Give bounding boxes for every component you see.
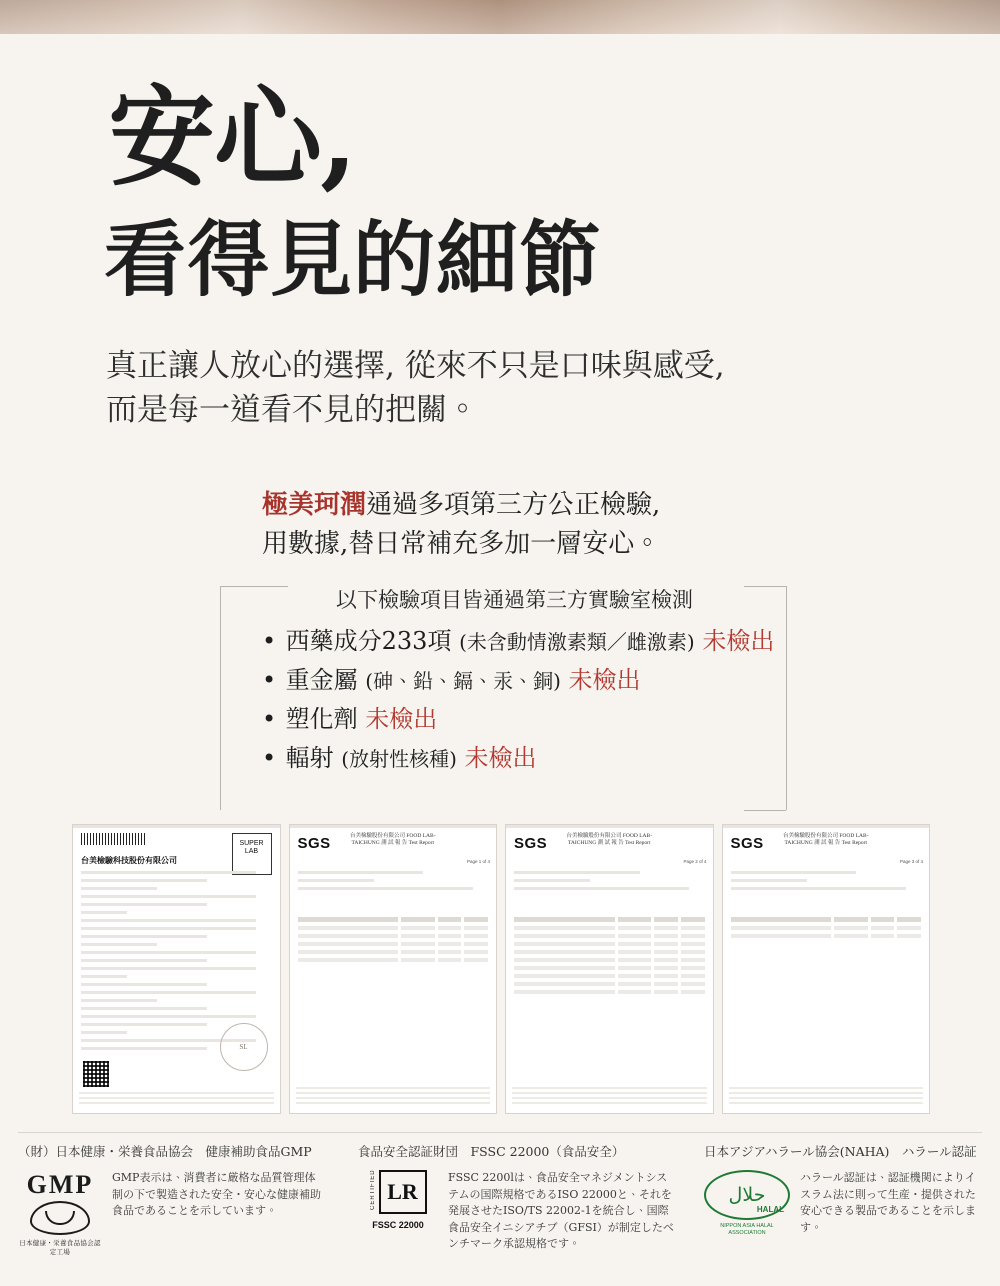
bracket-right-bottom (744, 810, 786, 811)
cert-page-number: Page 2 of 4 (683, 859, 707, 864)
cert-page-number: Page 1 of 4 (466, 859, 490, 864)
halal-logo (704, 1170, 790, 1236)
footer-heading: 日本アジアハラール協会(NAHA) ハラール認証 (704, 1144, 977, 1159)
list-item (262, 700, 912, 739)
cert-body-lines (298, 871, 489, 1073)
footer-text: ハラール認証は、認証機関によりイスラム法に則って生産・提供された安心できる製品であることを示します。 (800, 1171, 976, 1234)
cert-page-number: Page 3 of 4 (899, 859, 923, 864)
test-result: 未檢出 (702, 627, 775, 655)
sgs-logo: SGS (297, 835, 331, 852)
qr-code-icon (83, 1061, 109, 1087)
gmp-caption: 日本健康・栄養食品協会認定工場 (19, 1240, 101, 1256)
cert-top-bar (506, 825, 713, 828)
decorative-photo-strip (0, 0, 1000, 34)
bullet-icon: • (262, 665, 277, 694)
cert-footer (729, 1087, 924, 1107)
gmp-letters: GMP (26, 1170, 94, 1199)
cert-title: 台美檢驗股份有限公司 FOOD LAB-TAICHUNG 測 試 報 告 Test Report (566, 833, 653, 847)
test-list (262, 622, 912, 778)
certificate-thumbnail[interactable] (289, 824, 498, 1114)
list-item (262, 622, 912, 661)
footer-text: FSSC 2200lは、食品安全マネジメントシステムの国際規格であるISO 22000と、それを発展させたISO/TS 22002-1を統合し、国際食品安全イニシアチブ（GFSI）が制定したベンチマーク承認規格です。 (448, 1171, 674, 1250)
cert-title: 台美檢驗股份有限公司 FOOD LAB-TAICHUNG 測 試 報 告 Test Report (349, 833, 436, 847)
fssc-caption: FSSC 22000 (372, 1220, 424, 1230)
subheadline-line-1: 真正讓人放心的選擇, 從來不只是口味與感受, (106, 348, 725, 384)
cert-result-table (731, 917, 922, 942)
bullet-icon: • (262, 627, 277, 655)
poster-body (0, 34, 1000, 1286)
cert-footer (512, 1087, 707, 1107)
barcode-icon (81, 833, 145, 845)
subheadline-line-2: 而是每一道看不見的把關。 (106, 392, 478, 429)
test-result: 未檢出 (568, 665, 641, 694)
bracket-left-top (220, 586, 288, 587)
brand-name: 極美珂潤 (262, 490, 367, 520)
cert-top-bar (290, 825, 497, 828)
certification-footer (18, 1142, 982, 1272)
cert-body-lines (731, 871, 922, 1073)
headline-line-2: 看得見的細節 (104, 212, 603, 308)
sgs-logo: SGS (730, 835, 764, 852)
gmp-heart-icon (30, 1201, 90, 1235)
superlab-logo: SUPER LAB (232, 833, 272, 875)
halal-latin-text: HALAL (756, 1205, 784, 1214)
brand-claim-line-1 (262, 486, 902, 525)
cert-top-bar (723, 825, 930, 828)
signature-stamp: SL (220, 1023, 268, 1071)
cert-footer (296, 1087, 491, 1107)
certificate-gallery (72, 824, 930, 1114)
brand-claim (262, 486, 902, 564)
footer-badge-gmp (18, 1142, 338, 1256)
footer-badge-fssc (358, 1142, 688, 1253)
footer-divider (18, 1132, 982, 1133)
cert-title: 台美檢驗股份有限公司 FOOD LAB-TAICHUNG 測 試 報 告 Test Report (782, 833, 869, 847)
fssc-logo (358, 1170, 438, 1230)
sgs-logo: SGS (514, 835, 548, 852)
footer-text: GMP表示は、消費者に厳格な品質管理体制の下で製造された安全・安心な健康補助食品であることを示しています。 (112, 1171, 321, 1217)
list-item (262, 661, 912, 700)
bracket-right-top (744, 586, 786, 587)
halal-arabic-text: حلال (728, 1184, 766, 1206)
gmp-logo (18, 1170, 102, 1256)
bullet-icon: • (262, 743, 277, 772)
cert-company-name: 台美檢驗科技股份有限公司 (81, 856, 177, 865)
bracket-left (220, 586, 221, 810)
footer-heading: 食品安全認証財団 FSSC 22000（食品安全） (358, 1144, 625, 1159)
test-result: 未檢出 (464, 743, 537, 772)
cert-result-table (298, 917, 489, 966)
fssc-certified-label: CERTIFIED (369, 1169, 376, 1210)
bullet-icon: • (262, 704, 277, 733)
test-note: (放射性核種) (341, 746, 457, 771)
list-item (262, 739, 912, 778)
subheadline (106, 344, 906, 432)
certificate-thumbnail[interactable] (72, 824, 281, 1114)
test-name: 西藥成分233項 (285, 627, 452, 655)
fssc-lr-mark: LR (379, 1170, 427, 1214)
test-note: (未含動情激素類／雌激素) (459, 630, 695, 654)
test-result: 未檢出 (365, 704, 438, 733)
test-note: (砷、鉛、鎘、汞、銅) (365, 668, 561, 693)
certificate-thumbnail[interactable] (505, 824, 714, 1114)
halal-oval-icon (704, 1170, 790, 1220)
brand-claim-line-2: 用數據,替日常補充多加一層安心。 (262, 529, 661, 559)
footer-heading: （財）日本健康・栄養食品協会 健康補助食品GMP (18, 1144, 312, 1159)
test-name: 重金屬 (285, 665, 358, 694)
halal-caption: NIPPON ASIA HALAL ASSOCIATION (720, 1223, 774, 1236)
cert-top-bar (73, 825, 280, 828)
footer-badge-halal (704, 1142, 984, 1236)
tests-lead: 以下檢驗項目皆通過第三方實驗室檢測 (336, 588, 693, 612)
test-name: 輻射 (285, 743, 334, 772)
headline-line-1: 安心, (108, 75, 356, 201)
test-name: 塑化劑 (285, 704, 358, 733)
cert-footer (79, 1092, 274, 1107)
brand-claim-rest: 通過多項第三方公正檢驗, (366, 490, 661, 520)
cert-result-table (514, 917, 705, 998)
certificate-thumbnail[interactable] (722, 824, 931, 1114)
